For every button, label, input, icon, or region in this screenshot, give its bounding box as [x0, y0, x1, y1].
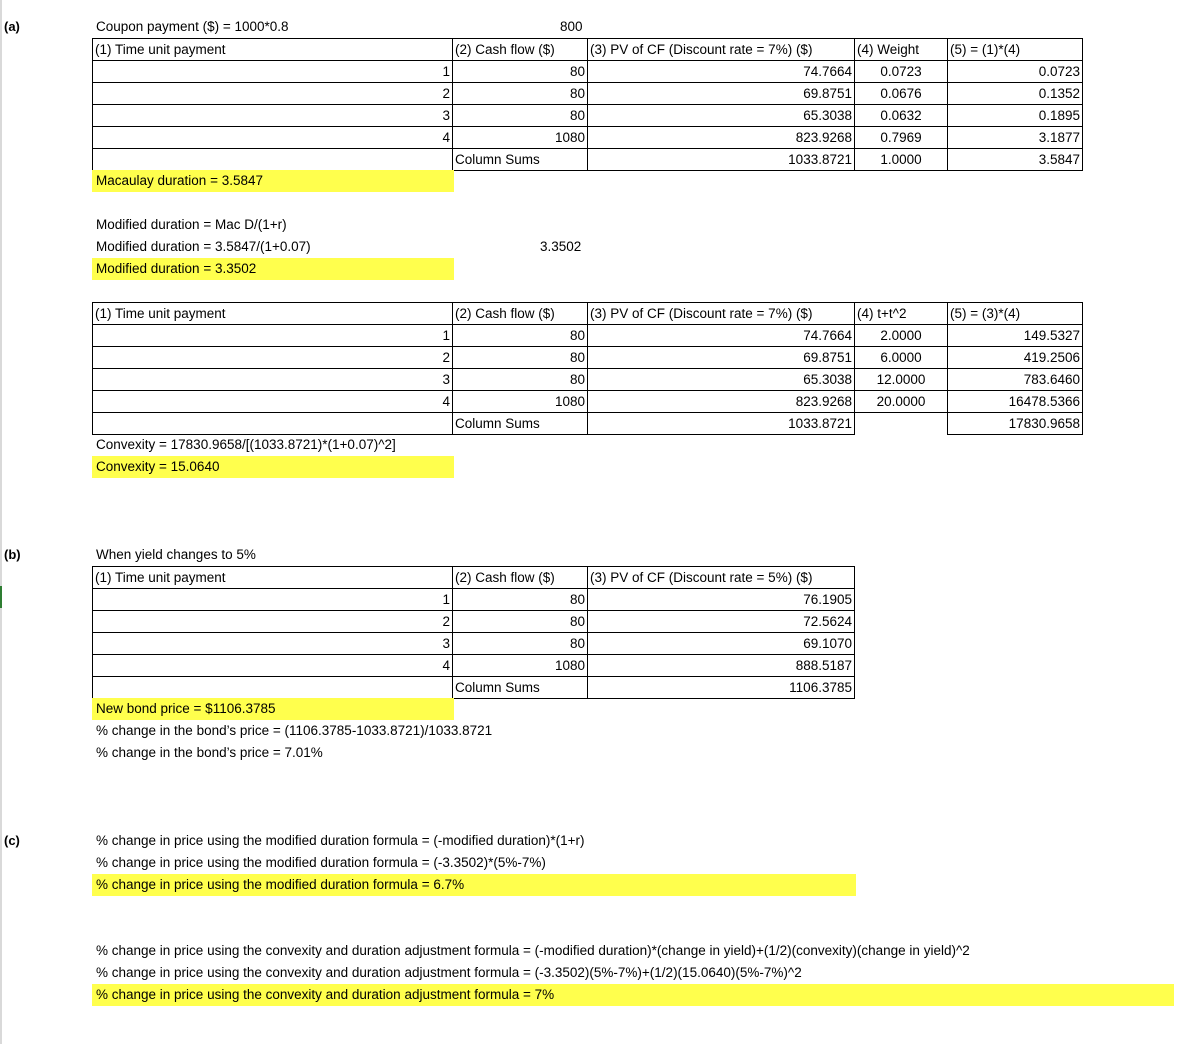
cell: 80 — [453, 105, 588, 127]
part-b-label: (b) — [4, 547, 21, 562]
cell: 80 — [453, 347, 588, 369]
cell: 16478.5366 — [948, 391, 1083, 413]
table-row — [93, 369, 1083, 391]
col-header: (2) Cash flow ($) — [453, 567, 588, 589]
cell: 3.5847 — [948, 149, 1083, 171]
col-header: (2) Cash flow ($) — [453, 39, 588, 61]
sheet-left-gridline — [0, 0, 2, 1044]
cell: 0.0676 — [855, 83, 948, 105]
col-header: (1) Time unit payment — [93, 39, 453, 61]
col-header: (3) PV of CF (Discount rate = 7%) ($) — [588, 303, 855, 325]
cell: Column Sums — [453, 149, 588, 171]
cell: 2 — [93, 611, 453, 633]
cell: 3 — [93, 105, 453, 127]
cell: 3.1877 — [948, 127, 1083, 149]
cell — [93, 677, 453, 699]
cell: 1080 — [453, 127, 588, 149]
modified-calc: Modified duration = 3.5847/(1+0.07) — [96, 239, 311, 254]
col-header: (3) PV of CF (Discount rate = 5%) ($) — [588, 567, 855, 589]
cell: 20.0000 — [855, 391, 948, 413]
table-header-row — [93, 567, 855, 589]
table-header-row — [93, 303, 1083, 325]
cell: 72.5624 — [588, 611, 855, 633]
cell: 3 — [93, 633, 453, 655]
col-header: (2) Cash flow ($) — [453, 303, 588, 325]
cell: 1 — [93, 589, 453, 611]
cell: 783.6460 — [948, 369, 1083, 391]
cell: 80 — [453, 61, 588, 83]
cell: 1 — [93, 325, 453, 347]
duration-table — [92, 38, 1083, 171]
table-row — [93, 655, 855, 677]
cell: Column Sums — [453, 413, 588, 435]
cell: 65.3038 — [588, 105, 855, 127]
col-header: (5) = (3)*(4) — [948, 303, 1083, 325]
cell: 1 — [93, 61, 453, 83]
modified-calc-value: 3.3502 — [540, 239, 582, 254]
md-formula: % change in price using the modified duration formula = (-modified duration)*(1+r) — [96, 833, 585, 848]
cell — [855, 413, 948, 435]
cell: 80 — [453, 325, 588, 347]
row-selection-marker — [0, 586, 2, 608]
cell: 76.1905 — [588, 589, 855, 611]
cell: 1033.8721 — [588, 149, 855, 171]
cell: 823.9268 — [588, 391, 855, 413]
cell: 1106.3785 — [588, 677, 855, 699]
modified-formula: Modified duration = Mac D/(1+r) — [96, 217, 287, 232]
cell: 1080 — [453, 655, 588, 677]
table-header-row — [93, 39, 1083, 61]
cell: 6.0000 — [855, 347, 948, 369]
table-row — [93, 589, 855, 611]
cell: 1.0000 — [855, 149, 948, 171]
table-row — [93, 61, 1083, 83]
cx-formula: % change in price using the convexity and duration adjustment formula = (-modified duration)*(change in yield)+(1/2)(convexity)(change in yield)^2 — [96, 943, 970, 958]
cell: 4 — [93, 655, 453, 677]
col-header: (4) t+t^2 — [855, 303, 948, 325]
cell: 0.1895 — [948, 105, 1083, 127]
cell: 149.5327 — [948, 325, 1083, 347]
cx-calc: % change in price using the convexity and duration adjustment formula = (-3.3502)(5%-7%)+(1/2)(15.0640)(5%-7%)^2 — [96, 965, 802, 980]
cell: 74.7664 — [588, 325, 855, 347]
cell: 1080 — [453, 391, 588, 413]
cell: 12.0000 — [855, 369, 948, 391]
pct-change-formula: % change in the bond’s price = (1106.3785-1033.8721)/1033.8721 — [96, 723, 493, 738]
cell: 80 — [453, 611, 588, 633]
cell: 888.5187 — [588, 655, 855, 677]
cell: 2 — [93, 347, 453, 369]
table-row — [93, 105, 1083, 127]
col-header: (3) PV of CF (Discount rate = 7%) ($) — [588, 39, 855, 61]
convexity-result: Convexity = 15.0640 — [92, 456, 454, 478]
cell: 80 — [453, 369, 588, 391]
cell: 0.0723 — [855, 61, 948, 83]
table-sums-row — [93, 413, 1083, 435]
coupon-line: Coupon payment ($) = 1000*0.8 — [96, 19, 289, 34]
cell: 80 — [453, 589, 588, 611]
cell: 0.0723 — [948, 61, 1083, 83]
cell: 419.2506 — [948, 347, 1083, 369]
col-header: (1) Time unit payment — [93, 303, 453, 325]
table-row — [93, 633, 855, 655]
cell — [93, 413, 453, 435]
cell: 69.8751 — [588, 83, 855, 105]
table-row — [93, 611, 855, 633]
cell: 0.7969 — [855, 127, 948, 149]
cell: 80 — [453, 83, 588, 105]
table-sums-row — [93, 677, 855, 699]
convexity-calc: Convexity = 17830.9658/[(1033.8721)*(1+0.07)^2] — [96, 437, 396, 452]
col-header: (5) = (1)*(4) — [948, 39, 1083, 61]
cell: 69.8751 — [588, 347, 855, 369]
cell: 4 — [93, 391, 453, 413]
cell: 823.9268 — [588, 127, 855, 149]
part-c-label: (c) — [4, 833, 20, 848]
cell: 65.3038 — [588, 369, 855, 391]
table-row — [93, 347, 1083, 369]
cell: 3 — [93, 369, 453, 391]
pct-change-result: % change in the bond’s price = 7.01% — [96, 745, 323, 760]
part-a-label: (a) — [4, 19, 20, 34]
cell: 74.7664 — [588, 61, 855, 83]
table-row — [93, 83, 1083, 105]
md-result: % change in price using the modified duration formula = 6.7% — [92, 874, 856, 896]
new-yield-table — [92, 566, 855, 699]
cell: 2 — [93, 83, 453, 105]
convexity-table — [92, 302, 1083, 435]
cell: 17830.9658 — [948, 413, 1083, 435]
cx-result: % change in price using the convexity and duration adjustment formula = 7% — [92, 984, 1174, 1006]
col-header: (1) Time unit payment — [93, 567, 453, 589]
cell: Column Sums — [453, 677, 588, 699]
new-bond-price: New bond price = $1106.3785 — [92, 698, 454, 720]
cell: 0.1352 — [948, 83, 1083, 105]
cell: 2.0000 — [855, 325, 948, 347]
yield-change-intro: When yield changes to 5% — [96, 547, 256, 562]
coupon-value: 800 — [560, 19, 583, 34]
md-calc: % change in price using the modified duration formula = (-3.3502)*(5%-7%) — [96, 855, 546, 870]
table-sums-row — [93, 149, 1083, 171]
macaulay-result: Macaulay duration = 3.5847 — [92, 170, 454, 192]
table-row — [93, 127, 1083, 149]
table-row — [93, 325, 1083, 347]
cell: 0.0632 — [855, 105, 948, 127]
cell: 4 — [93, 127, 453, 149]
table-row — [93, 391, 1083, 413]
cell: 80 — [453, 633, 588, 655]
col-header: (4) Weight — [855, 39, 948, 61]
modified-result: Modified duration = 3.3502 — [92, 258, 454, 280]
cell: 69.1070 — [588, 633, 855, 655]
cell: 1033.8721 — [588, 413, 855, 435]
cell — [93, 149, 453, 171]
